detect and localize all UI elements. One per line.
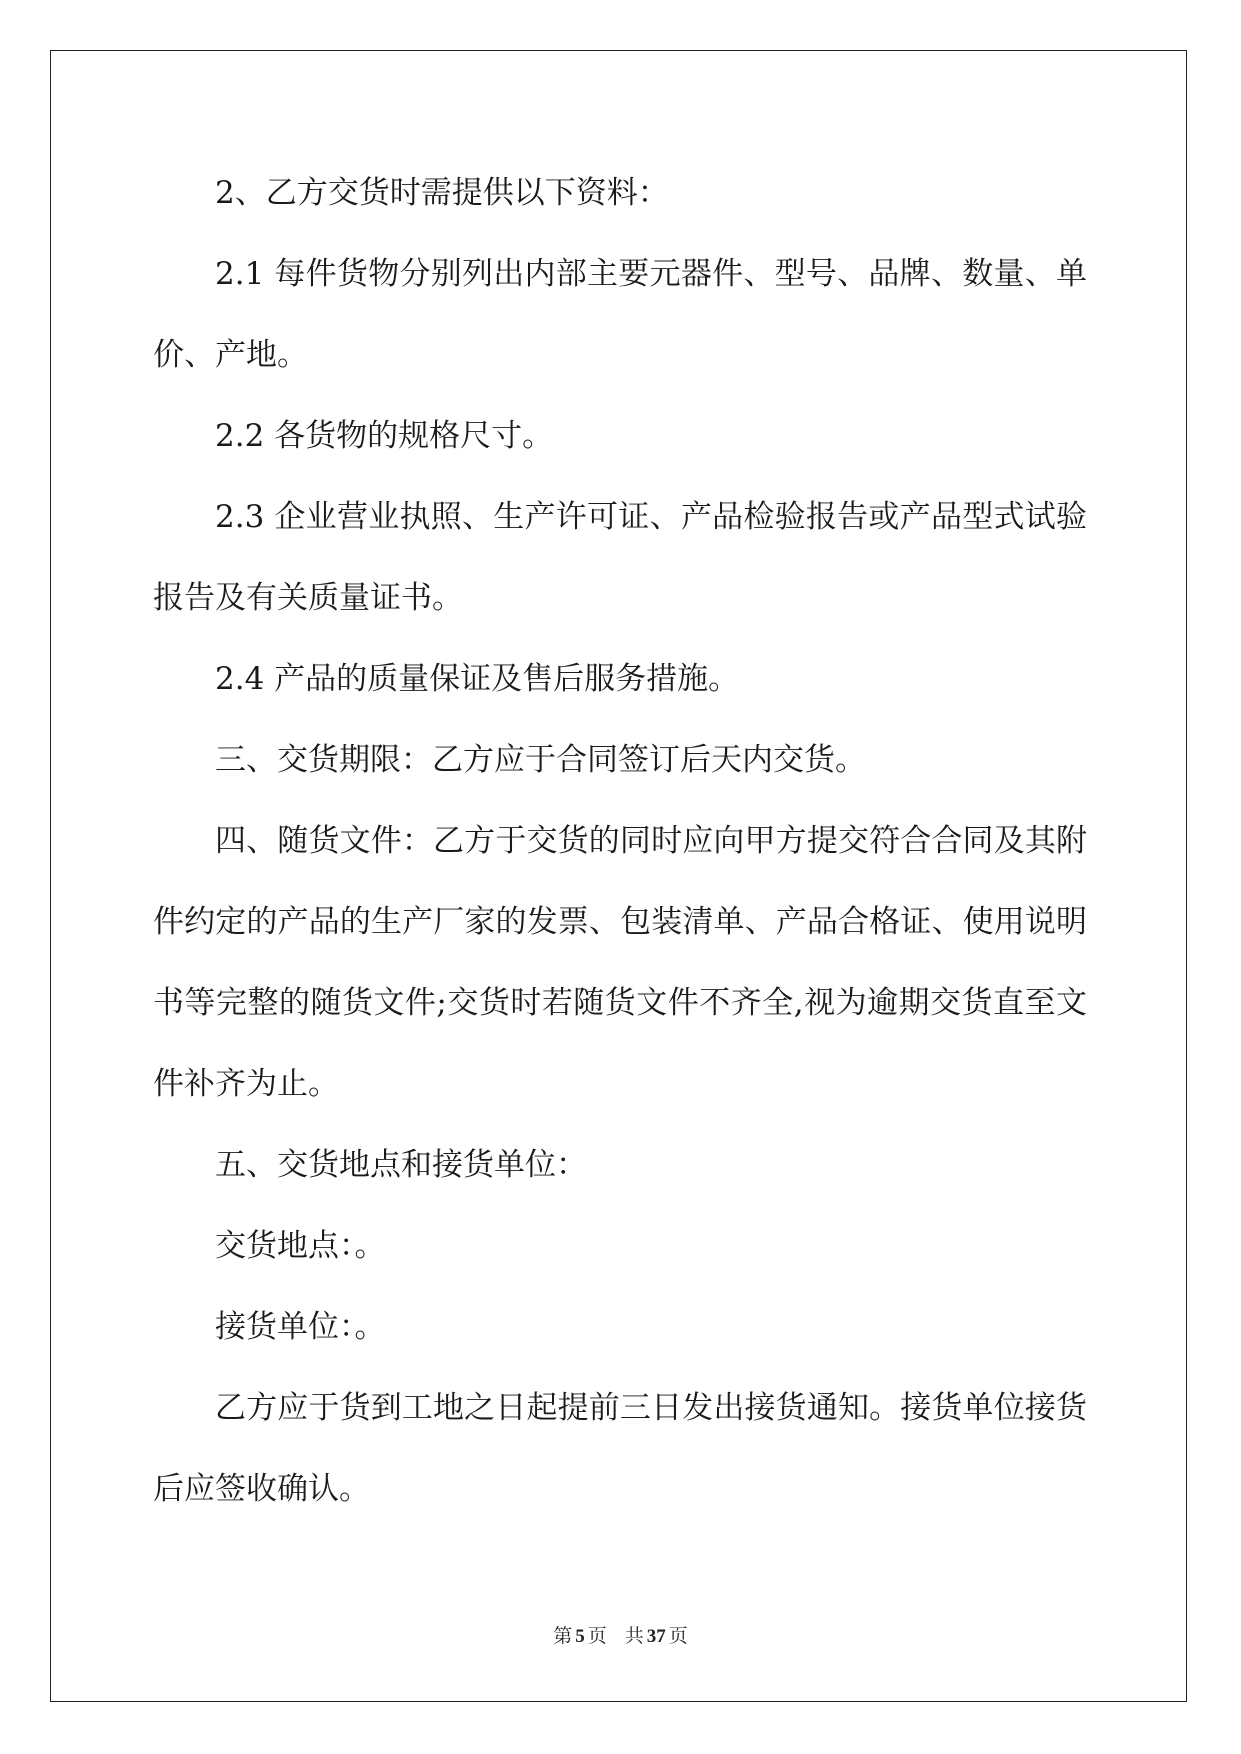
paragraph-line: 报告及有关质量证书。 [153, 580, 463, 616]
paragraph-line: 交货地点：。 [215, 1228, 386, 1264]
paragraph-line: 四、随货文件：乙方于交货的同时应向甲方提交符合合同及其附 [215, 823, 1087, 859]
paragraph-line: 三、交货期限：乙方应于合同签订后天内交货。 [215, 742, 866, 778]
page-number-suffix: 页 [587, 1626, 607, 1647]
paragraph-line: 2.3 企业营业执照、生产许可证、产品检验报告或产品型式试验 [215, 499, 1087, 535]
paragraph-line: 件约定的产品的生产厂家的发票、包装清单、产品合格证、使用说明 [153, 904, 1087, 940]
total-pages-number: 37 [646, 1626, 666, 1647]
total-pages-prefix: 共 [624, 1626, 644, 1647]
paragraph-line: 2.4 产品的质量保证及售后服务措施。 [215, 661, 740, 697]
paragraph-line: 件补齐为止。 [153, 1066, 339, 1102]
page-number-prefix: 第 [553, 1626, 573, 1647]
paragraph-line: 乙方应于货到工地之日起提前三日发出接货通知。接货单位接货 [215, 1390, 1087, 1426]
paragraph-line: 五、交货地点和接货单位： [215, 1147, 587, 1183]
current-page-number: 5 [575, 1626, 585, 1647]
paragraph-line: 书等完整的随货文件;交货时若随货文件不齐全,视为逾期交货直至文 [153, 985, 1087, 1021]
page-footer [0, 1624, 1241, 1650]
paragraph-line: 后应签收确认。 [153, 1471, 370, 1507]
document-body [153, 153, 1087, 1530]
total-pages-suffix: 页 [668, 1626, 688, 1647]
paragraph-line: 2.2 各货物的规格尺寸。 [215, 418, 554, 454]
paragraph-line: 2、乙方交货时需提供以下资料： [215, 175, 669, 211]
paragraph-line: 价、产地。 [153, 337, 308, 373]
paragraph-line: 2.1 每件货物分别列出内部主要元器件、型号、品牌、数量、单 [215, 256, 1087, 292]
paragraph-line: 接货单位：。 [215, 1309, 386, 1345]
